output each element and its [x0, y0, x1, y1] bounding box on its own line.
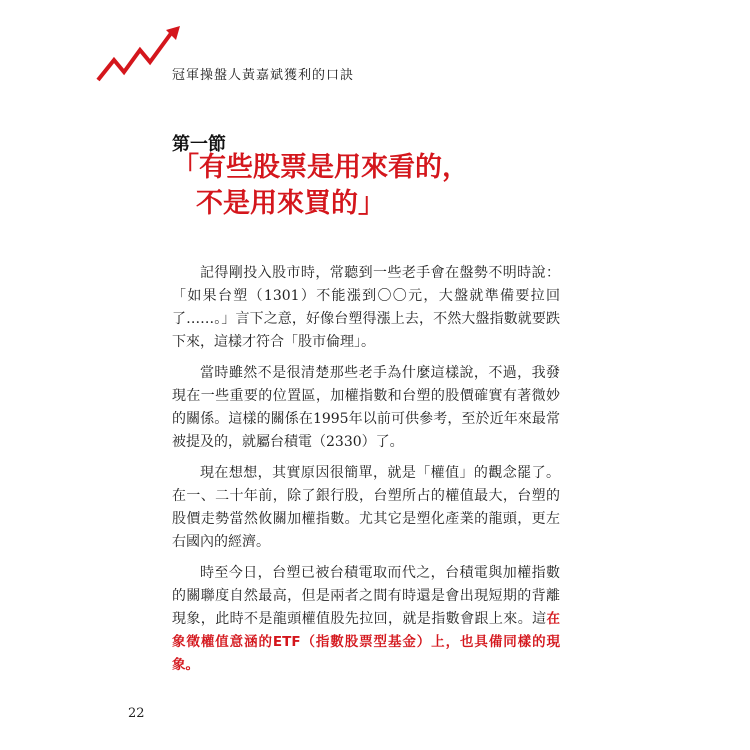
highlighted-text: 在象徵權值意涵的ETF（指數股票型基金）上，也具備同樣的現象。 [172, 611, 560, 673]
page-number: 22 [128, 706, 145, 721]
paragraph-1: 記得剛投入股市時，常聽到一些老手會在盤勢不明時說：「如果台塑（1301）不能漲到〇〇元，大盤就準備要拉回了……。」言下之意，好像台塑得漲上去，不然大盤指數就要跌下來，這樣才符合「股市倫理」。 [172, 265, 560, 350]
section-title [172, 150, 469, 222]
section-label: 第一節 [172, 134, 226, 155]
section-title-line-1: 「有些股票是用來看的， [172, 152, 469, 183]
paragraph-4-text: 時至今日，台塑已被台積電取而代之，台積電與加權指數的關聯度自然最高，但是兩者之間有時還是會出現短期的背離現象，此時不是龍頭權值股先拉回，就是指數會跟上來。這 [172, 565, 560, 627]
paragraph-2: 當時雖然不是很清楚那些老手為什麼這樣說，不過，我發現在一些重要的位置區，加權指數和台塑的股價確實有著微妙的關係。這樣的關係在1995年以前可供參考，至於近年來最常被提及的，就屬台積電（2330）了。 [172, 365, 560, 450]
rising-zigzag-arrow-icon [96, 24, 182, 84]
body-text [172, 262, 560, 685]
running-title: 冠軍操盤人黃嘉斌獲利的口訣 [172, 68, 355, 83]
section-title-line-2: 不是用來買的」 [196, 188, 385, 219]
paragraph-3: 現在想想，其實原因很簡單，就是「權值」的觀念罷了。在一、二十年前，除了銀行股，台塑所占的權值最大，台塑的股價走勢當然攸關加權指數。尤其它是塑化產業的龍頭，更左右國內的經濟。 [172, 465, 560, 550]
paragraph-4 [172, 562, 560, 677]
